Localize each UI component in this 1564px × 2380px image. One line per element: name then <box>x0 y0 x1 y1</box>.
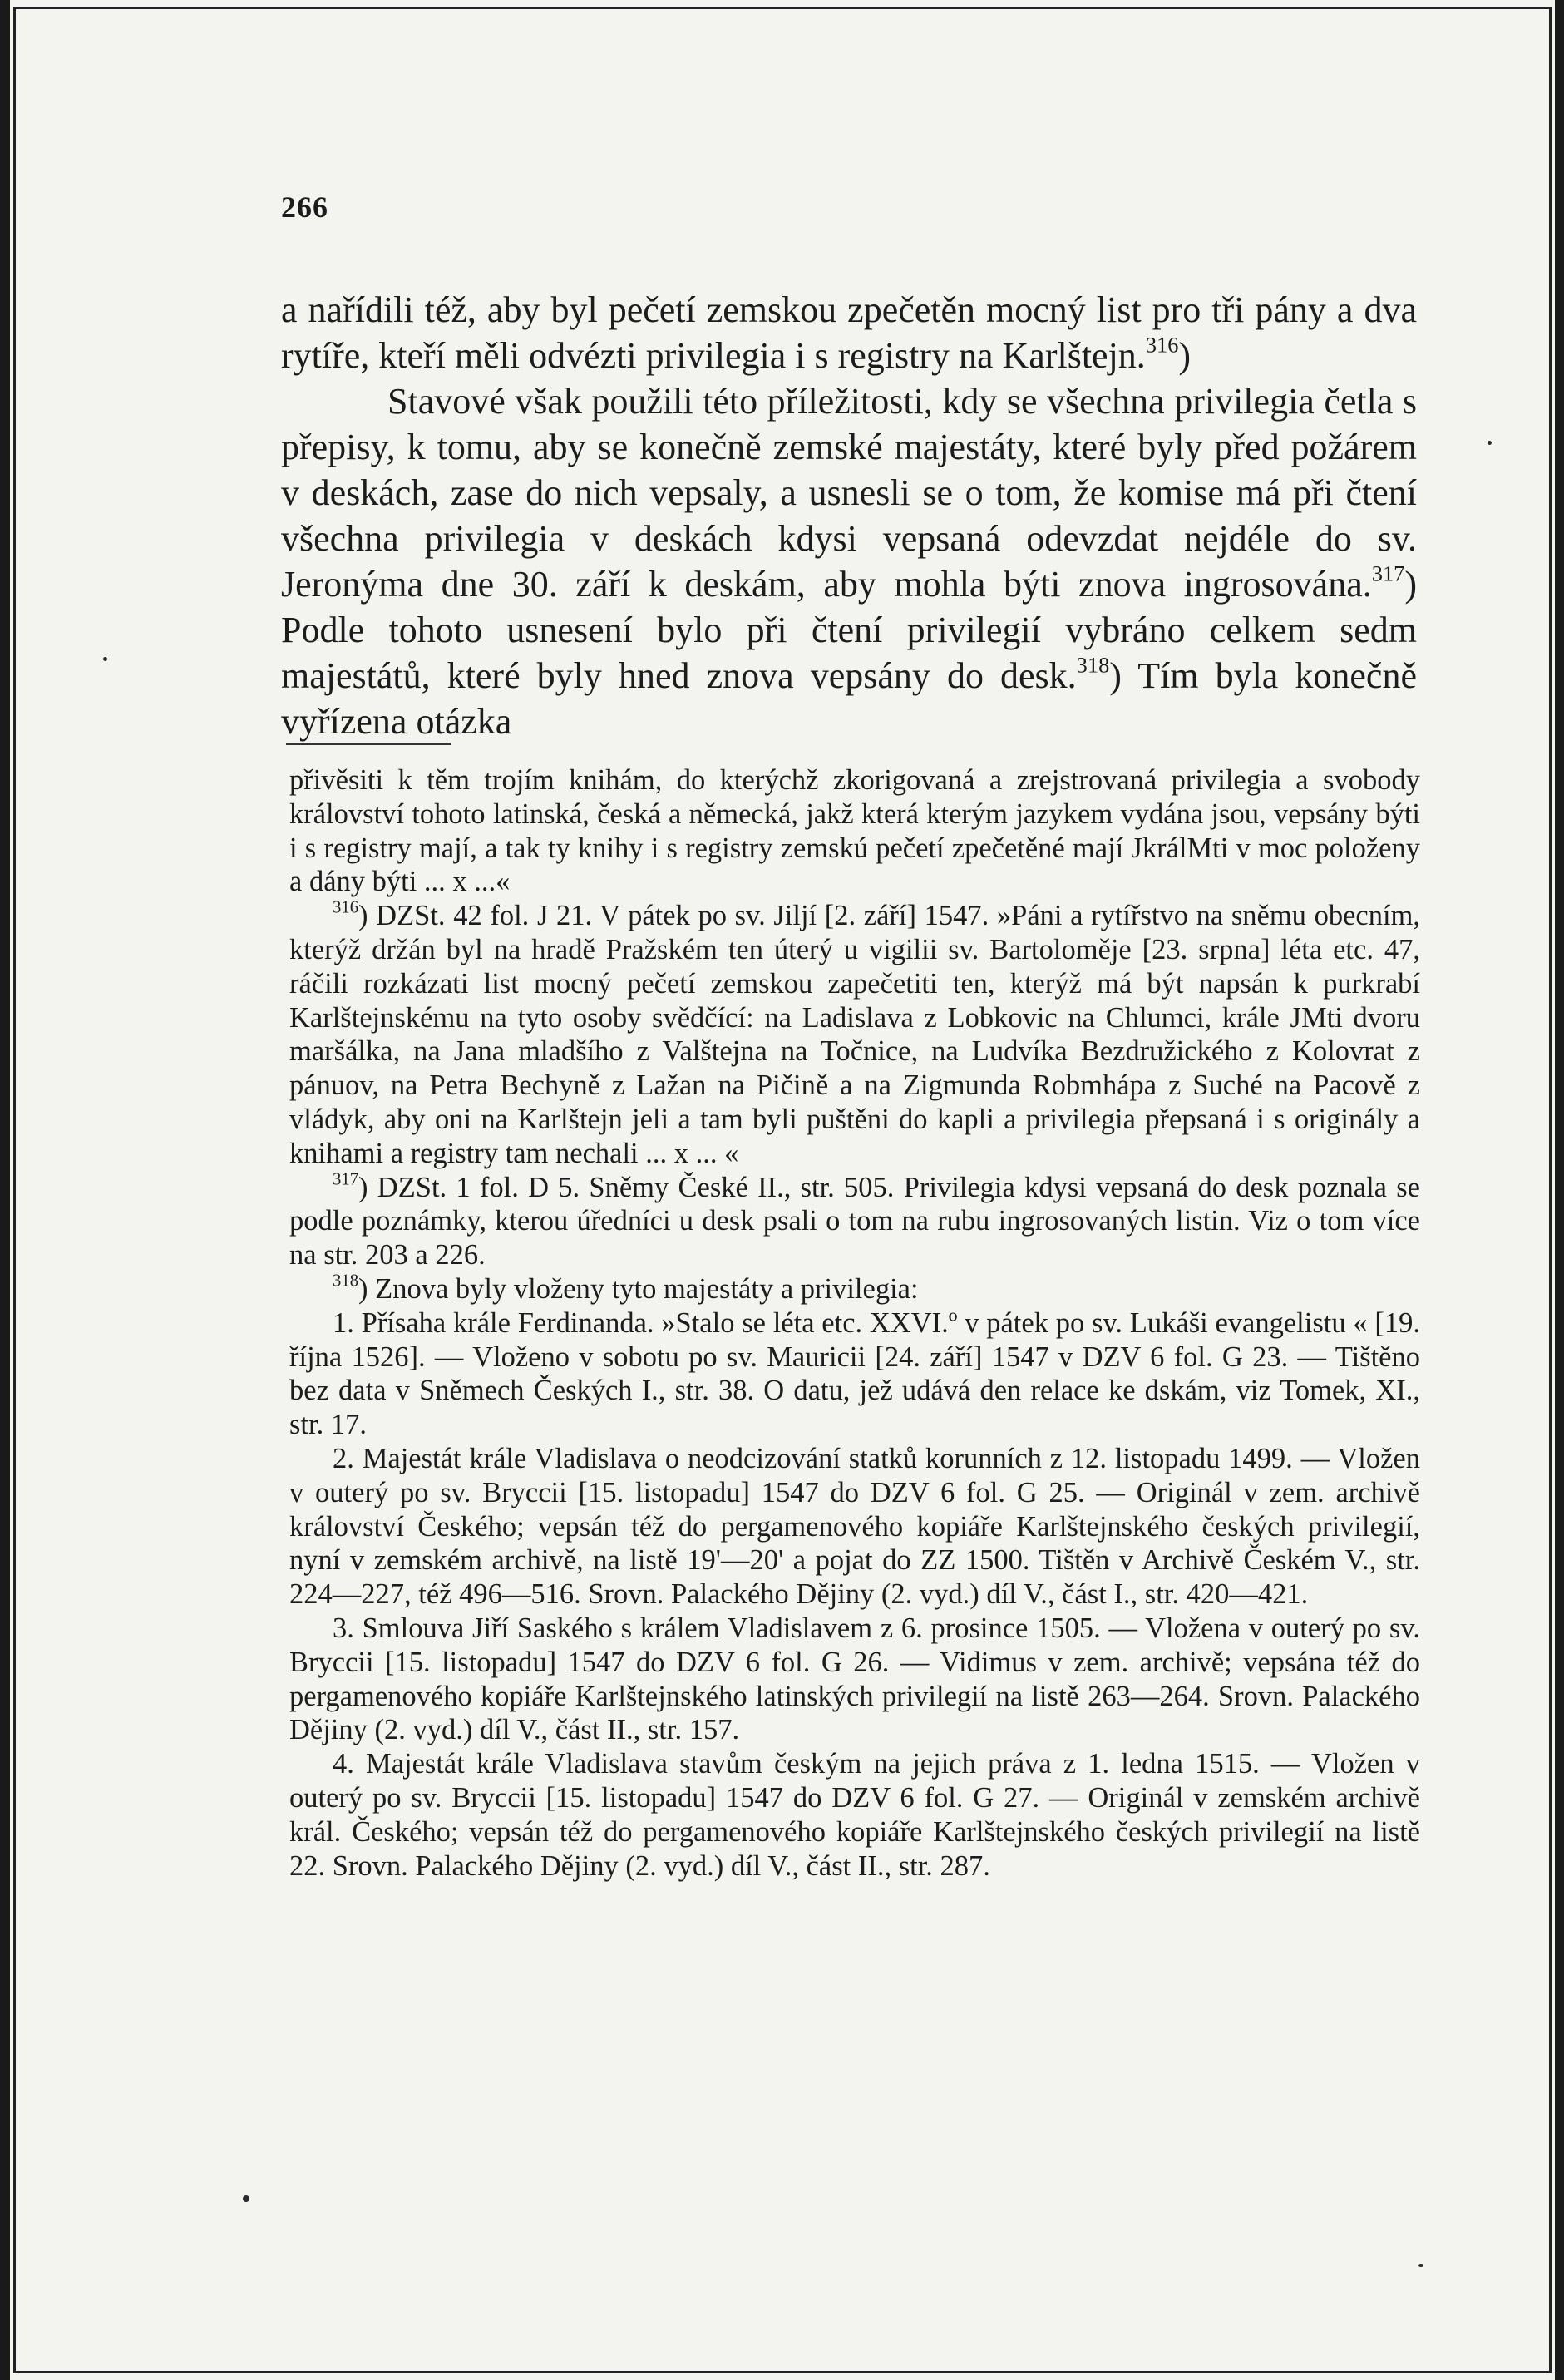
footnote-rule <box>286 743 451 745</box>
main-text <box>281 287 1417 744</box>
footnote-number: 318 <box>333 1271 359 1291</box>
footnote-continuation: přivěsiti k těm trojím knihám, do kterýchž zkorigovaná a zrejstrovaná privilegia a svobody království tohoto latinská, česká a německá, jakž která kterým jazykem vydána jsou, vepsány býti i s registry mají, a tak ty knihy i s registry zemskú pečetí zpečetěné mají JkrálMti v moc položeny a dány býti ... x ...« <box>289 764 1420 898</box>
scanned-page <box>10 0 1555 2380</box>
footnote-318-item-2: 2. Majestát krále Vladislava o neodcizování statků korunních z 12. listopadu 1499. — Vložen v outerý po sv. Bryccii [15. listopadu] 1547 do DZV 6 fol. G 25. — Originál v zem. archivě království Českého; vepsán též do pergamenového kopiáře Karlštejnského českých privilegií, nyní v zemském archivě, na listě 19'—20' a pojat do ZZ 1500. Tištěn v Archivě Českém V., str. 224—227, též 496—516. Srovn. Palackého Dějiny (2. vyd.) díl V., část I., str. 420—421. <box>289 1442 1420 1611</box>
footnote-text: ) Znova byly vloženy tyto majestáty a privilegia: <box>358 1272 919 1305</box>
paragraph-1-text: a nařídili též, aby byl pečetí zemskou zpečetěn mocný list pro tři pány a dva rytíře, kteří měli odvézti privilegia i s registry na Karlštejn. <box>281 289 1417 376</box>
footnote-number: 316 <box>333 898 359 917</box>
footnote-number: 317 <box>333 1170 359 1189</box>
footnote-ref-318: 318 <box>1076 652 1110 678</box>
paragraph-2-text-c: ) Tím byla konečně vyřízena otázka <box>281 655 1417 742</box>
footnote-318-item-1: 1. Přísaha krále Ferdinanda. »Stalo se léta etc. XXVI.º v pátek po sv. Lukáši evangelistu « [19. října 1526]. — Vloženo v sobotu po sv. Mauricii [24. září] 1547 v DZV 6 fol. G 23. — Tištěno bez data v Sněmech Českých I., str. 38. O datu, jež udává den relace ke dskám, viz Tomek, XI., str. 17. <box>289 1306 1420 1441</box>
footnote-316 <box>289 899 1420 1170</box>
footnote-ref-316: 316 <box>1145 332 1179 358</box>
page-number: 266 <box>281 190 328 224</box>
paragraph-2 <box>281 378 1417 744</box>
footnote-text: ) DZSt. 42 fol. J 21. V pátek po sv. Jiljí [2. září] 1547. »Páni a rytířstvo na sněmu obecním, kterýž držán byl na hradě Pražském ten úterý u vigilii sv. Bartoloměje [23. srpna] léta etc. 47, ráčili rozkázati list mocný pečetí zemskou zapečetiti ten, kterýž má být napsán k purkrabí Karlštejnskému na tyto osoby svědčící: na Ladislava z Lobkovic na Chlumci, krále JMti dvoru maršálka, na Jana mladšího z Valštejna na Točnice, na Ludvíka Bezdružického z Kolovrat z pánuov, na Petra Bechyně z Lažan na Pičině a na Zigmunda Robmhápa z Suché na Pacově z vládyk, aby oni na Karlštejn jeli a tam byli puštěni do kapli a privilegia přepsaná i s originály a knihami a registry tam nechali ... x ... « <box>289 900 1420 1169</box>
scan-speck <box>103 657 107 661</box>
footnote-318 <box>289 1272 1420 1306</box>
footnotes <box>289 763 1420 1883</box>
scan-speck <box>1418 2264 1423 2267</box>
scan-speck <box>1488 441 1492 445</box>
footnote-text: ) DZSt. 1 fol. D 5. Sněmy České II., str. 505. Privilegia kdysi vepsaná do desk poznala se podle poznámky, kterou úředníci u desk psali o tom na rubu ingrosovaných listin. Viz o tom více na str. 203 a 226. <box>289 1171 1420 1271</box>
paragraph-2-text-b: ) Podle tohoto usnesení bylo při čtení privilegií vybráno celkem sedm majestátů, které byly hned znova vepsány do desk. <box>281 564 1417 696</box>
paragraph-1-tail: ) <box>1178 335 1192 376</box>
paragraph-2-text-a: Stavové však použili této příležitosti, kdy se všechna privilegia četla s přepisy, k tomu, aby se konečně zemské majestáty, které byly před požárem v deskách, zase do nich vepsaly, a usnesli se o tom, že komise má při čtení všechna privilegia v deskách kdysi vepsaná odevzdat nejdéle do sv. Jeronýma dne 30. září k deskám, aby mohla býti znova ingrosována. <box>281 381 1417 605</box>
footnote-318-item-4: 4. Majestát krále Vladislava stavům českým na jejich práva z 1. ledna 1515. — Vložen v outerý po sv. Bryccii [15. listopadu] 1547 do DZV 6 fol. G 27. — Originál v zemském archivě král. Českého; vepsán též do pergamenového kopiáře Karlštejnského českých privilegií na listě 22. Srovn. Palackého Dějiny (2. vyd.) díl V., část II., str. 287. <box>289 1748 1420 1882</box>
footnote-318-item-3: 3. Smlouva Jiří Saského s králem Vladislavem z 6. prosince 1505. — Vložena v outerý po sv. Bryccii [15. listopadu] 1547 do DZV 6 fol. G 26. — Vidimus v zem. archivě; vepsána též do pergamenového kopiáře Karlštejnského latinských privilegií na listě 263—264. Srovn. Palackého Dějiny (2. vyd.) díl V., část II., str. 157. <box>289 1612 1420 1746</box>
footnote-ref-317: 317 <box>1371 560 1405 586</box>
paragraph-1 <box>281 287 1417 378</box>
footnote-317 <box>289 1171 1420 1272</box>
scan-speck <box>243 2195 249 2202</box>
